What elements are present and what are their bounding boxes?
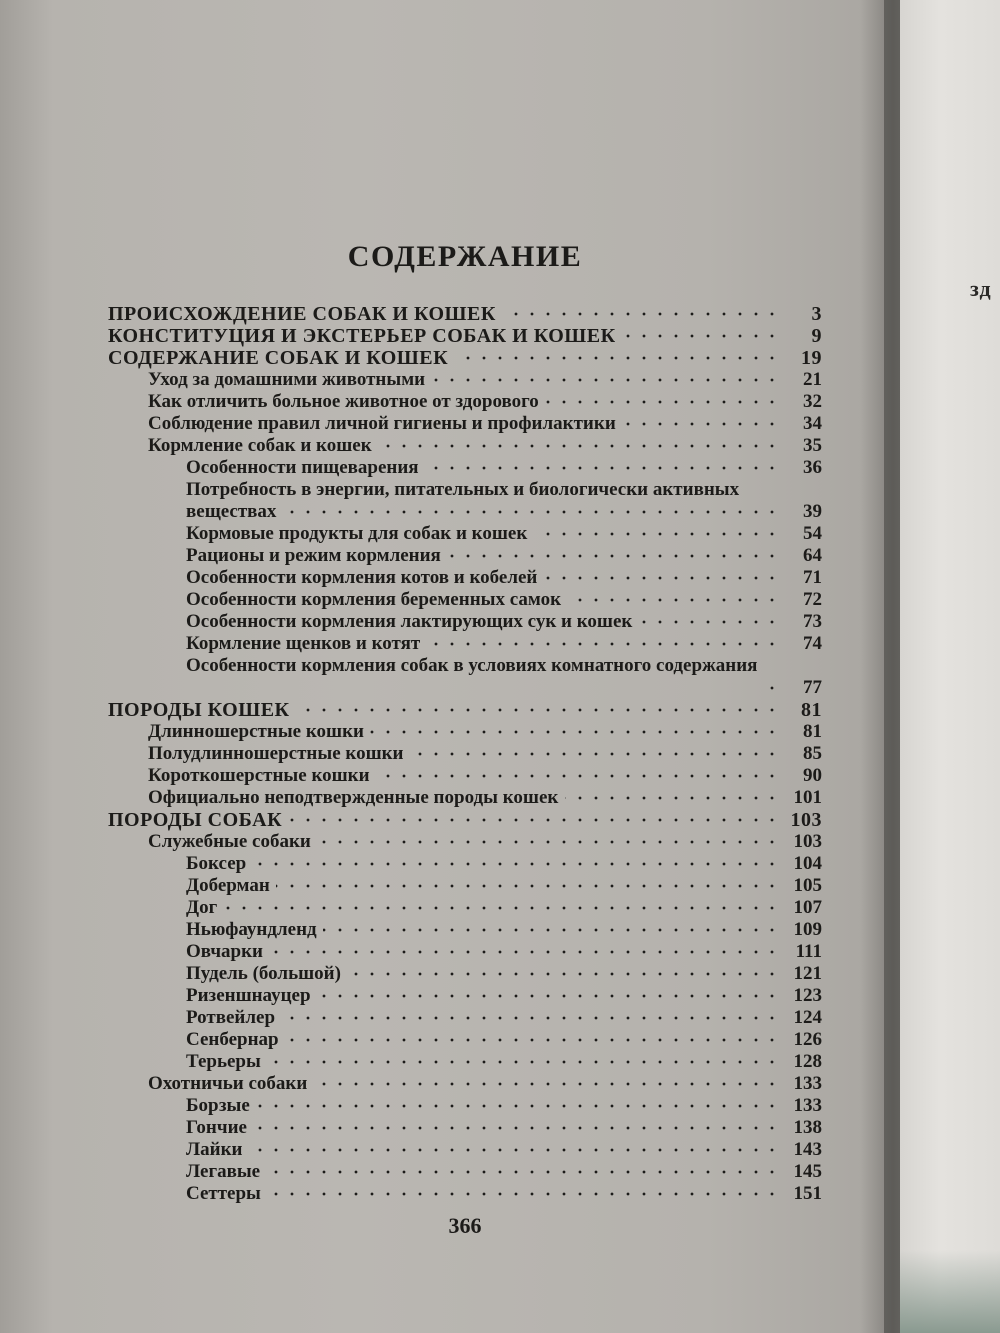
toc-entry [108, 963, 828, 985]
page-number: 366 [448, 1213, 482, 1238]
toc-entry [108, 325, 828, 347]
dot-leader [323, 919, 780, 941]
dot-leader [267, 1161, 780, 1183]
toc-entry-title: Охотничьи собаки [148, 1073, 308, 1094]
toc-entry [108, 589, 828, 611]
toc-entry-title: КОНСТИТУЦИЯ И ЭКСТЕРЬЕР СОБАК И КОШЕК [108, 325, 616, 347]
right-page-text-fragment: зд [970, 276, 992, 301]
dot-leader [622, 413, 780, 435]
dot-leader [545, 391, 780, 413]
toc-entry-page: 133 [793, 1095, 822, 1116]
toc-entry-page: 90 [803, 765, 822, 786]
dot-leader [253, 1117, 780, 1139]
dot-leader [502, 303, 780, 325]
dot-leader [432, 369, 780, 391]
toc-entry-title: Дог [186, 897, 218, 918]
toc-entry-page: 81 [803, 721, 822, 742]
right-page-edge [900, 1250, 1000, 1333]
dot-leader [347, 963, 780, 985]
toc-entry-title: Боксер [186, 853, 247, 874]
toc-entry-page: 54 [803, 523, 822, 544]
dot-leader [253, 853, 780, 875]
toc-entry-page: 73 [803, 611, 822, 632]
toc-entry-page: 123 [793, 985, 822, 1006]
toc-entry-title: ПОРОДЫ КОШЕК [108, 699, 290, 721]
toc-entry-page: 126 [793, 1029, 822, 1050]
toc-entry-page: 64 [803, 545, 822, 566]
toc-entry-page: 77 [803, 677, 822, 698]
toc-entry [108, 919, 828, 941]
toc-entry-title: Особенности кормления собак в условиях комнатного содержания [186, 655, 758, 676]
toc-entry-page: 34 [803, 413, 822, 434]
toc-entry [108, 1029, 828, 1051]
toc-entry [108, 457, 828, 479]
toc-entry-page: 101 [793, 787, 822, 808]
dot-leader [224, 897, 780, 919]
toc-entry [108, 853, 828, 875]
dot-leader [269, 941, 780, 963]
dot-leader [639, 611, 780, 633]
toc-entry-page: 35 [803, 435, 822, 456]
toc-entry-page: 21 [803, 369, 822, 390]
toc-entry [108, 1117, 828, 1139]
toc-entry [108, 545, 828, 567]
toc-entry-page: 111 [795, 941, 822, 962]
toc-entry-page: 109 [793, 919, 822, 940]
toc-entry-page: 72 [803, 589, 822, 610]
dot-leader [568, 589, 780, 611]
toc-entry-page: 19 [801, 347, 822, 369]
toc-entry-title: Кормовые продукты для собак и кошек [186, 523, 528, 544]
toc-entry-page: 71 [803, 567, 822, 588]
toc-entry [108, 633, 828, 655]
dot-leader [534, 523, 780, 545]
dot-leader [447, 545, 780, 567]
dot-leader [378, 435, 780, 457]
toc-entry-title: Потребность в энергии, питательных и биологически активных веществах [186, 479, 740, 522]
toc-entry-title: Короткошерстные кошки [148, 765, 370, 786]
dot-leader [296, 699, 780, 721]
toc-entry-title: Рационы и режим кормления [186, 545, 441, 566]
toc-entry [108, 941, 828, 963]
toc-entry-page: 107 [793, 897, 822, 918]
toc-entry-page: 81 [801, 699, 822, 721]
dot-leader [764, 677, 780, 699]
toc-entry [108, 831, 828, 853]
toc-entry-title: Пудель (большой) [186, 963, 341, 984]
toc-entry-page: 121 [793, 963, 822, 984]
dot-leader [622, 325, 780, 347]
toc-entry-title: Соблюдение правил личной гигиены и профилактики [148, 413, 616, 434]
toc-entry [108, 787, 828, 809]
toc-entry [108, 611, 828, 633]
toc-entry-title: Ротвейлер [186, 1007, 276, 1028]
dot-leader [267, 1183, 780, 1205]
toc-entry-title: Особенности пищеварения [186, 457, 419, 478]
dot-leader [370, 721, 780, 743]
toc-entry [108, 897, 828, 919]
toc-entry-page: 9 [811, 325, 822, 347]
toc-entry [108, 765, 828, 787]
toc-entry [108, 391, 828, 413]
toc-entry-title: ПОРОДЫ СОБАК [108, 809, 283, 831]
toc-entry [108, 699, 828, 721]
toc-entry-page: 124 [793, 1007, 822, 1028]
toc-entry-title: Терьеры [186, 1051, 261, 1072]
toc-entry-title: Овчарки [186, 941, 263, 962]
toc-entry [108, 875, 828, 897]
toc-entry-title: Сенбернар [186, 1029, 279, 1050]
toc-entry-title: Кормление щенков и котят [186, 633, 421, 654]
toc-entry [108, 985, 828, 1007]
toc-entry-page: 105 [793, 875, 822, 896]
toc-entry [108, 721, 828, 743]
toc-entry-title: Уход за домашними животными [148, 369, 426, 390]
toc-entry-page: 36 [803, 457, 822, 478]
toc-entry-title: Особенности кормления котов и кобелей [186, 567, 538, 588]
dot-leader [249, 1139, 780, 1161]
toc-entry-page: 128 [793, 1051, 822, 1072]
toc-entry-title: Борзые [186, 1095, 250, 1116]
dot-leader [314, 1073, 780, 1095]
toc-entry [108, 567, 828, 589]
toc-entry-title: Доберман [186, 875, 270, 896]
toc-entry-title: Лайки [186, 1139, 243, 1160]
toc-entry-title: Гончие [186, 1117, 247, 1138]
table-of-contents [108, 303, 828, 1205]
toc-entry [108, 479, 828, 523]
toc-entry-title: ПРОИСХОЖДЕНИЕ СОБАК И КОШЕК [108, 303, 496, 325]
toc-entry-title: Служебные собаки [148, 831, 311, 852]
toc-entry [108, 743, 828, 765]
toc-entry-page: 133 [793, 1073, 822, 1094]
toc-entry-title: Официально неподтвержденные породы кошек [148, 787, 559, 808]
dot-leader [317, 831, 780, 853]
dot-leader [285, 1029, 780, 1051]
toc-entry [108, 809, 828, 831]
toc-entry-page: 151 [793, 1183, 822, 1204]
toc-entry-page: 39 [803, 501, 822, 522]
toc-entry-title: Как отличить больное животное от здорового [148, 391, 539, 412]
toc-entry [108, 1073, 828, 1095]
toc-entry-page: 104 [793, 853, 822, 874]
toc-entry-page: 138 [793, 1117, 822, 1138]
toc-entry-page: 3 [811, 303, 822, 325]
toc-entry [108, 347, 828, 369]
dot-leader [289, 809, 780, 831]
dot-leader [276, 875, 780, 897]
toc-entry-title: Кормление собак и кошек [148, 435, 372, 456]
toc-entry-page: 32 [803, 391, 822, 412]
toc-entry [108, 1051, 828, 1073]
dot-leader [282, 1007, 780, 1029]
toc-entry [108, 303, 828, 325]
toc-entry [108, 1183, 828, 1205]
toc-entry [108, 1007, 828, 1029]
toc-entry-title: СОДЕРЖАНИЕ СОБАК И КОШЕК [108, 347, 449, 369]
toc-entry-page: 143 [793, 1139, 822, 1160]
contents-heading: СОДЕРЖАНИЕ [347, 240, 583, 273]
toc-entry-title: Особенности кормления лактирующих сук и кошек [186, 611, 633, 632]
toc-entry [108, 1095, 828, 1117]
dot-leader [283, 501, 780, 523]
toc-entry-title: Ризеншнауцер [186, 985, 311, 1006]
toc-entry-page: 103 [790, 809, 822, 831]
toc-entry-title: Длинношерстные кошки [148, 721, 364, 742]
dot-leader [565, 787, 780, 809]
right-page [900, 0, 1000, 1333]
toc-entry-title: Ньюфаундленд [186, 919, 317, 940]
toc-entry-page: 74 [803, 633, 822, 654]
dot-leader [425, 457, 780, 479]
toc-entry-title: Полудлинношерстные кошки [148, 743, 404, 764]
dot-leader [376, 765, 780, 787]
toc-entry-title: Сеттеры [186, 1183, 261, 1204]
dot-leader [410, 743, 780, 765]
toc-entry-title: Особенности кормления беременных самок [186, 589, 562, 610]
toc-entry-title: Легавые [186, 1161, 261, 1182]
dot-leader [317, 985, 780, 1007]
toc-entry-page: 145 [793, 1161, 822, 1182]
toc-entry [108, 1161, 828, 1183]
dot-leader [267, 1051, 780, 1073]
toc-entry [108, 523, 828, 545]
toc-entry-page: 103 [793, 831, 822, 852]
toc-entry [108, 655, 828, 699]
dot-leader [544, 567, 780, 589]
toc-entry [108, 369, 828, 391]
dot-leader [256, 1095, 780, 1117]
dot-leader [427, 633, 780, 655]
toc-entry [108, 413, 828, 435]
toc-entry-page: 85 [803, 743, 822, 764]
toc-entry [108, 1139, 828, 1161]
dot-leader [455, 347, 780, 369]
toc-entry [108, 435, 828, 457]
